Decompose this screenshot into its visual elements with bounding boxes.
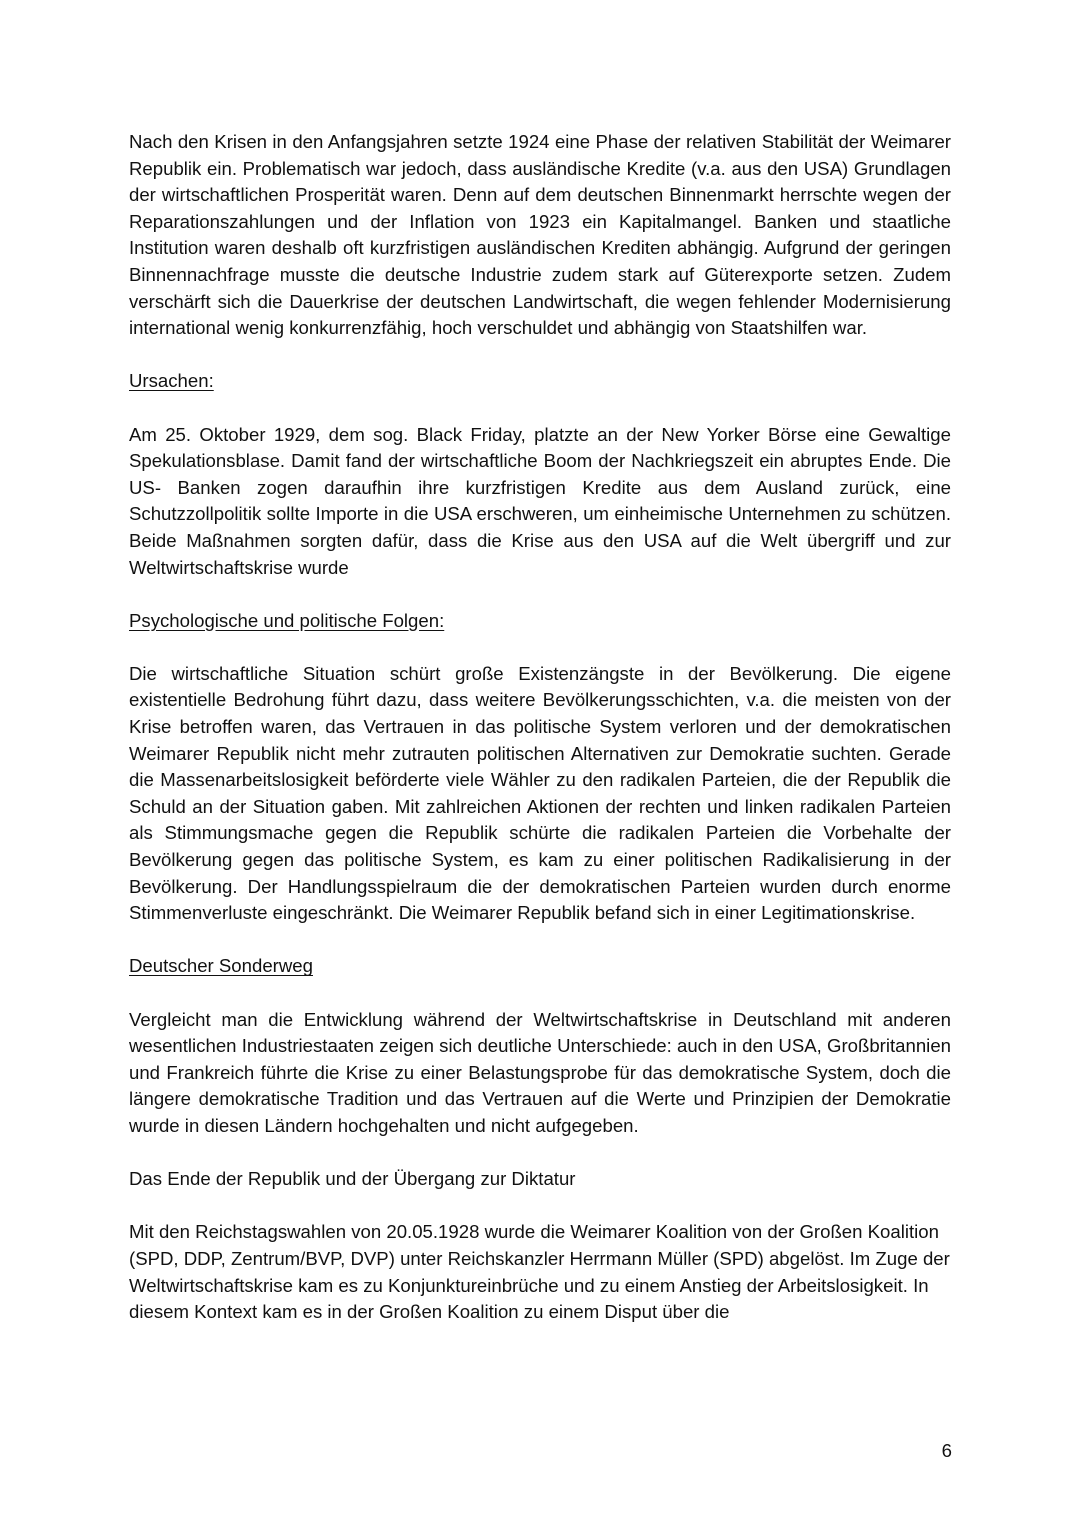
section-paragraph-ursachen: Am 25. Oktober 1929, dem sog. Black Friday, platzte an der New Yorker Börse eine Gewaltige Spekulationsblase. Damit fand der wirtschaftliche Boom der Nachkriegszeit ein abruptes Ende. Die US- Banken zogen daraufhin ihre kurzfristigen Kredite aus dem Ausland zurück, eine Schutzzollpolitik sollte Importe in die USA erschweren, um einheimische Unternehmen zu schützen. Beide Maßnahmen sorgten dafür, dass die Krise aus den USA auf die Welt übergriff und zur Weltwirtschaftskrise wurde xyxy=(129,423,951,578)
section-paragraph-folgen: Die wirtschaftliche Situation schürt große Existenzängste in der Bevölkerung. Die eigene existentielle Bedrohung führt dazu, dass weitere Bevölkerungsschichten, v.a. die meisten von der Krise betroffen waren, das Vertrauen in das politische System verloren und der demokratischen Weimarer Republik nicht mehr zutrauten politischen Alternativen zur Demokratie suchten. Gerade die Massenarbeitslosigkeit beförderte viele Wähler zu den radikalen Parteien, die der Republik die Schuld an der Situation gaben. Mit zahlreichen Aktionen der rechten und linken radikalen Parteien als Stimmungsmache gegen die Republik schürte die radikalen Parteien die Vorbehalte der Bevölkerung gegen das politische System, es kam zu einer politischen Radikalisierung in der Bevölkerung. Der Handlungsspielraum die der demokratischen Parteien wurden durch enorme Stimmenverluste eingeschränkt. Die Weimarer Republik befand sich in einer Legitimationskrise. xyxy=(129,662,951,924)
section-heading-sonderweg: Deutscher Sonderweg xyxy=(129,955,313,977)
section-paragraph-sonderweg: Vergleicht man die Entwicklung während der Weltwirtschaftskrise in Deutschland mit anderen wesentlichen Industriestaaten zeigen sich deutliche Unterschiede: auch in den USA, Großbritannien und Frankreich führte die Krise zu einer Belastungsprobe für das demokratische System, doch die längere demokratische Tradition und das Vertrauen auf die Werte und Prinzipien der Demokratie wurde in diesen Ländern hochgehalten und nicht aufgegeben. xyxy=(129,1008,951,1136)
section-paragraph-ende-der-republik: Mit den Reichstagswahlen von 20.05.1928 wurde die Weimarer Koalition von der Großen Koalition (SPD, DDP, Zentrum/BVP, DVP) unter Reichskanzler Herrmann Müller (SPD) abgelöst. Im Zuge der Weltwirtschaftskrise kam es zu Konjunktureinbrüche und zu einem Anstieg der Arbeitslosigkeit. In diesem Kontext kam es in der Großen Koalition zu einem Disput über die xyxy=(129,1221,950,1323)
page-number: 6 xyxy=(941,1440,952,1461)
intro-paragraph: Nach den Krisen in den Anfangsjahren setzte 1924 eine Phase der relativen Stabilität der Weimarer Republik ein. Problematisch war jedoch, dass ausländische Kredite (v.a. aus den USA) Grundlagen der wirtschaftlichen Prosperität waren. Denn auf dem deutschen Binnenmarkt herrschte wegen der Reparationszahlungen und der Inflation von 1923 ein Kapitalmangel. Banken und staatliche Institution waren deshalb oft kurzfristigen ausländischen Krediten abhängig. Aufgrund der geringen Binnennachfrage musste die deutsche Industrie zudem stark auf Güterexporte setzen. Zudem verschärft sich die Dauerkrise der deutschen Landwirtschaft, die wegen fehlender Modernisierung international wenig konkurrenzfähig, hoch verschuldet und abhängig von Staatshilfen war. xyxy=(129,131,951,339)
section-heading-ursachen: Ursachen: xyxy=(129,370,214,392)
section-heading-folgen: Psychologische und politische Folgen: xyxy=(129,609,445,631)
document-page xyxy=(129,129,951,1352)
section-heading-ende-der-republik: Das Ende der Republik und der Übergang zur Diktatur xyxy=(129,1168,576,1190)
